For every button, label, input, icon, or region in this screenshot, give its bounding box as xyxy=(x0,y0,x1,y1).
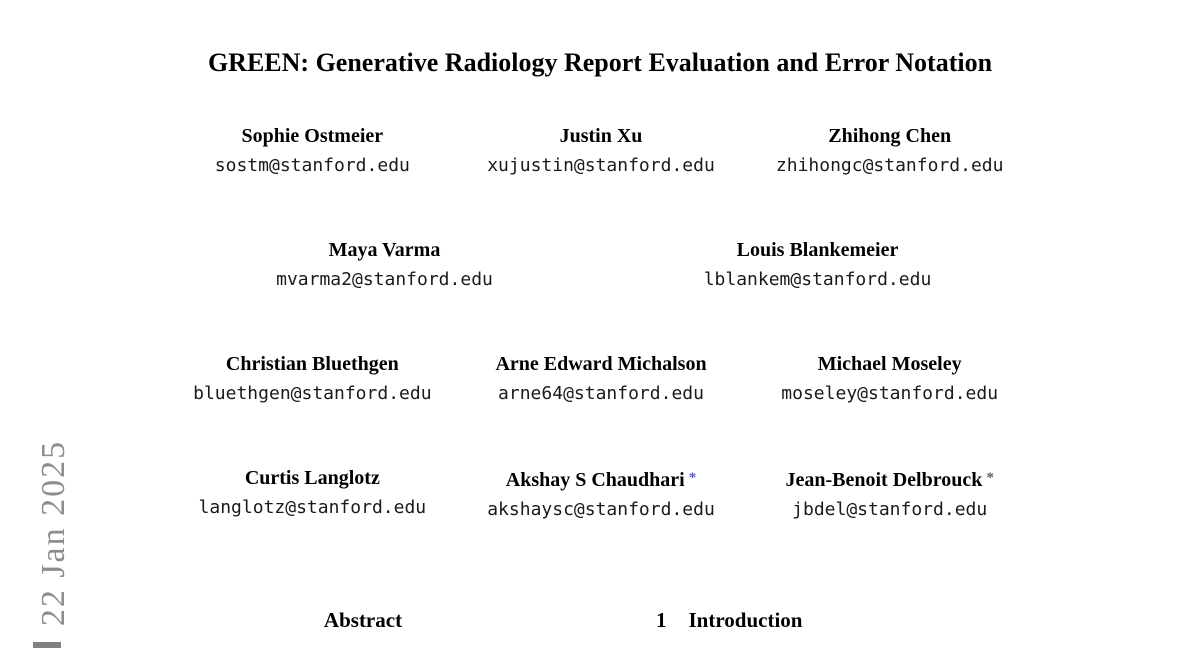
author-block xyxy=(168,235,601,295)
footnote-marker: * xyxy=(986,470,994,486)
author-row xyxy=(168,463,1034,525)
author-block xyxy=(745,121,1034,181)
section-number: 1 xyxy=(656,608,667,632)
author-block xyxy=(168,463,457,525)
author-name xyxy=(745,349,1034,379)
author-row xyxy=(168,121,1034,181)
author-name-text: Zhihong Chen xyxy=(828,125,952,147)
section-heading-introduction xyxy=(656,606,802,634)
author-block xyxy=(457,349,746,409)
author-name-text: Louis Blankemeier xyxy=(736,239,899,261)
author-block xyxy=(168,349,457,409)
author-email: zhihongc@stanford.edu xyxy=(775,155,1004,176)
author-email: akshaysc@stanford.edu xyxy=(487,499,715,520)
abstract-heading: Abstract xyxy=(323,608,403,632)
author-name-text: Jean-Benoit Delbrouck xyxy=(785,469,983,491)
author-name-text: Maya Varma xyxy=(328,239,441,261)
author-name xyxy=(168,121,457,151)
paper-title: GREEN: Generative Radiology Report Evaluation and Error Notation xyxy=(207,48,993,77)
author-email: moseley@stanford.edu xyxy=(781,383,999,404)
author-email: sostm@stanford.edu xyxy=(214,155,410,176)
author-name xyxy=(457,463,746,495)
author-email: mvarma2@stanford.edu xyxy=(276,269,493,290)
author-name-text: Arne Edward Michalson xyxy=(495,353,707,375)
author-block xyxy=(457,463,746,525)
author-email: jbdel@stanford.edu xyxy=(792,499,988,520)
author-name-text: Curtis Langlotz xyxy=(244,467,380,489)
author-name xyxy=(168,235,601,265)
author-name xyxy=(168,463,457,493)
author-email: lblankem@stanford.edu xyxy=(703,269,932,290)
author-block xyxy=(457,121,746,181)
author-name-text: Michael Moseley xyxy=(817,353,962,375)
author-block xyxy=(601,235,1034,295)
author-email: bluethgen@stanford.edu xyxy=(193,383,432,404)
author-name xyxy=(601,235,1034,265)
section-title: Introduction xyxy=(688,608,803,632)
author-email: xujustin@stanford.edu xyxy=(487,155,715,176)
author-row xyxy=(168,235,1034,295)
author-block xyxy=(168,121,457,181)
author-name-text: Justin Xu xyxy=(559,125,643,147)
arxiv-stamp-cutoff-fragment xyxy=(33,642,61,648)
author-name xyxy=(745,121,1034,151)
author-name xyxy=(457,349,746,379)
author-grid xyxy=(168,0,1034,648)
author-name-text: Christian Bluethgen xyxy=(225,353,399,375)
author-email: arne64@stanford.edu xyxy=(498,383,704,404)
author-name-text: Akshay S Chaudhari xyxy=(505,469,685,491)
footnote-marker[interactable]: * xyxy=(688,470,697,486)
author-name-text: Sophie Ostmeier xyxy=(241,125,384,147)
author-name xyxy=(745,463,1034,495)
author-row xyxy=(168,349,1034,409)
author-block xyxy=(745,349,1034,409)
author-block xyxy=(745,463,1034,525)
author-name xyxy=(168,349,457,379)
arxiv-date-stamp: 22 Jan 2025 xyxy=(35,439,72,627)
author-email: langlotz@stanford.edu xyxy=(198,497,427,518)
author-name xyxy=(457,121,746,151)
